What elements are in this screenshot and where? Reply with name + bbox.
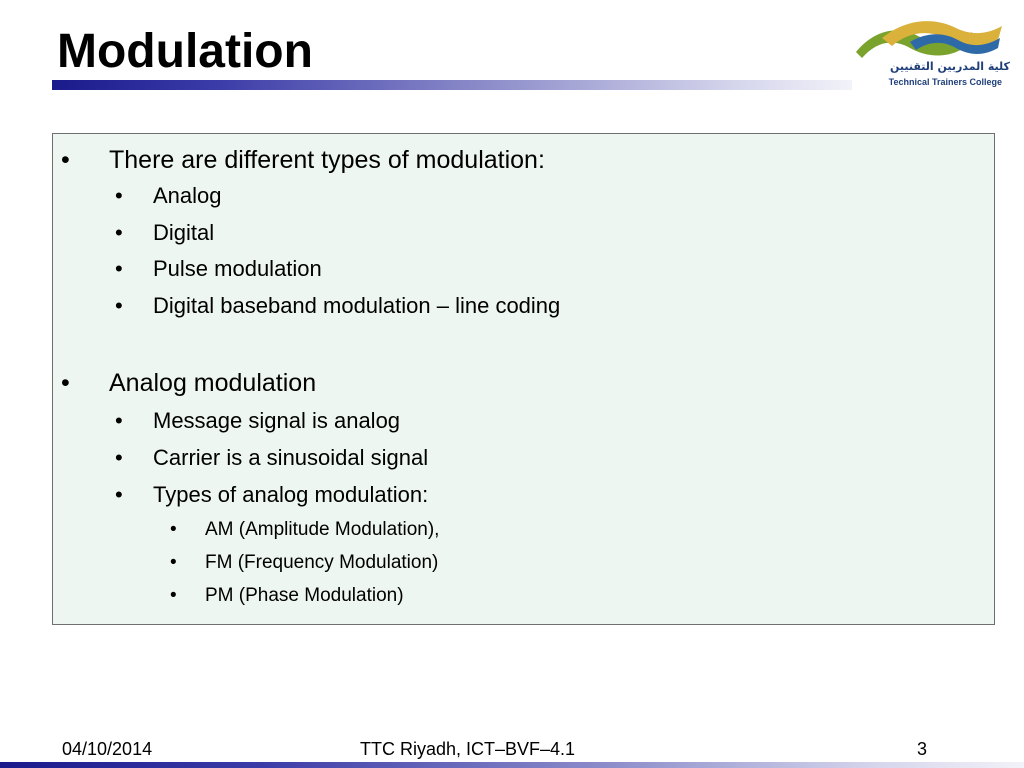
bullet-dot: •: [115, 445, 123, 470]
footer-date: 04/10/2014: [62, 739, 153, 759]
bullet-dot: •: [61, 146, 70, 174]
bullet-text: Analog: [153, 183, 222, 208]
logo-english-text: Technical Trainers College: [888, 77, 1002, 87]
bullet-dot: •: [115, 256, 123, 281]
bullet-dot: •: [170, 585, 177, 606]
footer-rule: [0, 762, 1024, 768]
bullet-dot: •: [115, 220, 123, 245]
bullet-dot: •: [170, 552, 177, 573]
bullet-text: Digital baseband modulation – line coding: [153, 293, 561, 318]
logo-arabic-text: كلية المدربين التقنيين: [890, 60, 1010, 73]
bullet-text: There are different types of modulation:: [109, 146, 545, 174]
bullet-dot: •: [115, 408, 123, 433]
bullet-text: Analog modulation: [109, 369, 317, 397]
bullet-dot: •: [115, 293, 123, 318]
bullet-text: Types of analog modulation:: [153, 482, 429, 507]
title-underline: [52, 80, 852, 90]
slide-title: Modulation: [57, 25, 313, 78]
bullet-text: Message signal is analog: [153, 408, 401, 433]
footer-center-text: TTC Riyadh, ICT–BVF–4.1: [360, 739, 576, 759]
bullet-text: PM (Phase Modulation): [205, 585, 404, 606]
bullet-dot: •: [61, 369, 70, 397]
bullet-dot: •: [115, 183, 123, 208]
footer-page-number: 3: [917, 739, 928, 759]
bullet-text: FM (Frequency Modulation): [205, 552, 439, 573]
bullet-dot: •: [170, 519, 177, 540]
bullet-text: Digital: [153, 220, 215, 245]
bullet-text: Pulse modulation: [153, 256, 322, 281]
college-logo: [852, 18, 1010, 90]
bullet-text: Carrier is a sinusoidal signal: [153, 445, 429, 470]
content-box: [52, 133, 995, 625]
ttc-logo-icon: [852, 18, 1004, 62]
bullet-text: AM (Amplitude Modulation),: [205, 519, 440, 540]
bullet-dot: •: [115, 482, 123, 507]
